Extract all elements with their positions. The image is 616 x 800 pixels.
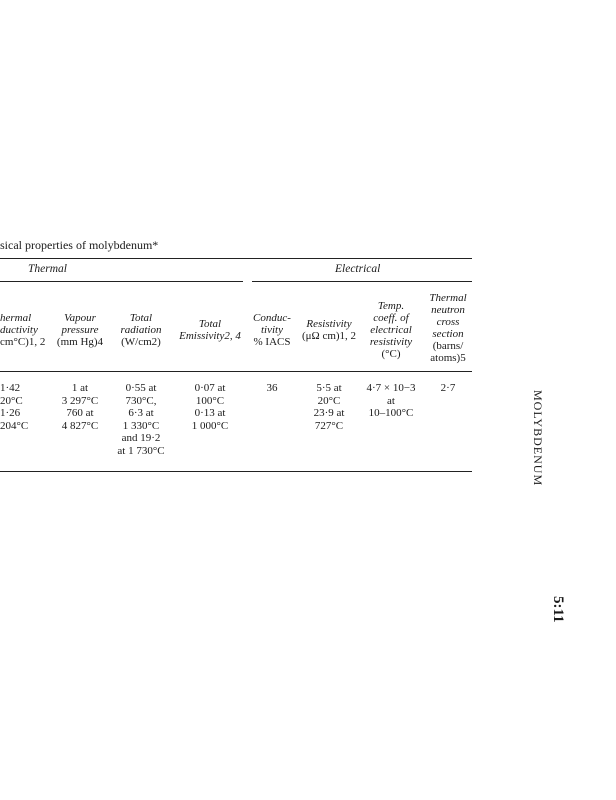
cell-line: 0·07 at	[194, 382, 226, 394]
header-line: tivity	[261, 324, 283, 336]
table-top-rule	[0, 258, 472, 259]
header-line: (mm Hg)4	[56, 336, 104, 348]
cell-temp-coeff	[362, 382, 420, 420]
header-vapour-pressure	[50, 312, 110, 348]
cell-line: 4·7 × 10−3	[366, 382, 416, 394]
cell-conductivity	[248, 382, 296, 395]
cell-line: 3 297°C	[61, 394, 99, 407]
header-line: Vapour	[64, 312, 96, 324]
header-line: coeff. of	[373, 312, 409, 324]
cell-line: 760 at	[66, 407, 94, 419]
cell-line: and 19·2	[121, 432, 161, 444]
cell-line: 1·26	[0, 407, 21, 419]
cell-line: 6·3 at	[128, 407, 154, 419]
header-line: resistivity	[369, 336, 413, 348]
header-line: ductivity	[0, 324, 38, 336]
header-line: cm°C)1, 2	[0, 336, 46, 348]
header-line: neutron	[431, 304, 465, 316]
cell-vapour-pressure	[50, 382, 110, 432]
cell-line: 4 827°C	[61, 419, 99, 432]
header-line: section	[432, 328, 464, 340]
header-conductivity	[248, 312, 296, 348]
header-thermal-neutron	[420, 292, 476, 364]
cell-line: 1 000°C	[191, 419, 229, 432]
cell-line: 1 at	[71, 382, 89, 394]
header-thermal-conductivity	[0, 312, 50, 348]
header-line: Temp.	[377, 300, 405, 312]
header-line: % IACS	[253, 336, 291, 348]
header-line: radiation	[120, 324, 162, 336]
side-title: MOLYBDENUM	[531, 390, 545, 487]
page-number: 5:11	[550, 596, 566, 623]
header-line: (μΩ cm)1, 2	[301, 330, 357, 342]
cell-line: at	[387, 394, 395, 407]
header-line: Emissivity2, 4	[179, 330, 241, 342]
header-line: (W/cm2)	[121, 336, 161, 348]
cell-line: 36	[266, 382, 278, 394]
group-electrical: Electrical	[335, 263, 381, 275]
header-line: (barns/	[432, 340, 464, 352]
header-line: electrical	[370, 324, 412, 336]
cell-line: 0·55 at	[125, 382, 157, 394]
cell-line: 2·7	[440, 382, 456, 394]
cell-line: 20°C	[0, 394, 23, 407]
header-line: Total	[129, 312, 153, 324]
cell-total-radiation	[110, 382, 172, 457]
cell-line: 730°C,	[125, 394, 157, 407]
header-resistivity	[296, 318, 362, 342]
header-line: cross	[436, 316, 460, 328]
header-line: Resistivity	[306, 318, 352, 330]
cell-line: 1 330°C	[122, 419, 160, 432]
cell-line: 20°C	[317, 394, 341, 407]
cell-line: 0·13 at	[194, 407, 226, 419]
header-total-radiation	[110, 312, 172, 348]
header-line: pressure	[61, 324, 99, 336]
cell-thermal-conductivity	[0, 382, 50, 432]
cell-line: 1·42	[0, 382, 21, 394]
header-line: Conduc-	[253, 312, 291, 324]
cell-line: 23·9 at	[313, 407, 345, 419]
electrical-group-rule	[252, 281, 472, 282]
cell-thermal-neutron	[420, 382, 476, 395]
cell-line: 100°C	[195, 394, 225, 407]
cell-resistivity	[296, 382, 362, 432]
header-total-emissivity	[172, 318, 248, 342]
header-line: hermal	[0, 312, 32, 324]
table-caption: sical properties of molybdenum*	[0, 238, 159, 252]
header-line: Thermal	[429, 292, 467, 304]
cell-line: 10–100°C	[368, 407, 414, 419]
header-bottom-rule	[0, 371, 472, 372]
cell-line: 5·5 at	[316, 382, 342, 394]
group-thermal: Thermal	[28, 263, 67, 275]
cell-line: at 1 730°C	[117, 444, 165, 457]
thermal-group-rule	[0, 281, 243, 282]
cell-total-emissivity	[172, 382, 248, 432]
header-line: Total	[198, 318, 222, 330]
header-line: (°C)	[381, 348, 401, 360]
header-line: atoms)5	[430, 352, 466, 364]
header-temp-coeff	[362, 300, 420, 360]
cell-line: 727°C	[314, 419, 344, 432]
cell-line: 204°C	[0, 419, 29, 432]
table-bottom-rule	[0, 471, 472, 472]
